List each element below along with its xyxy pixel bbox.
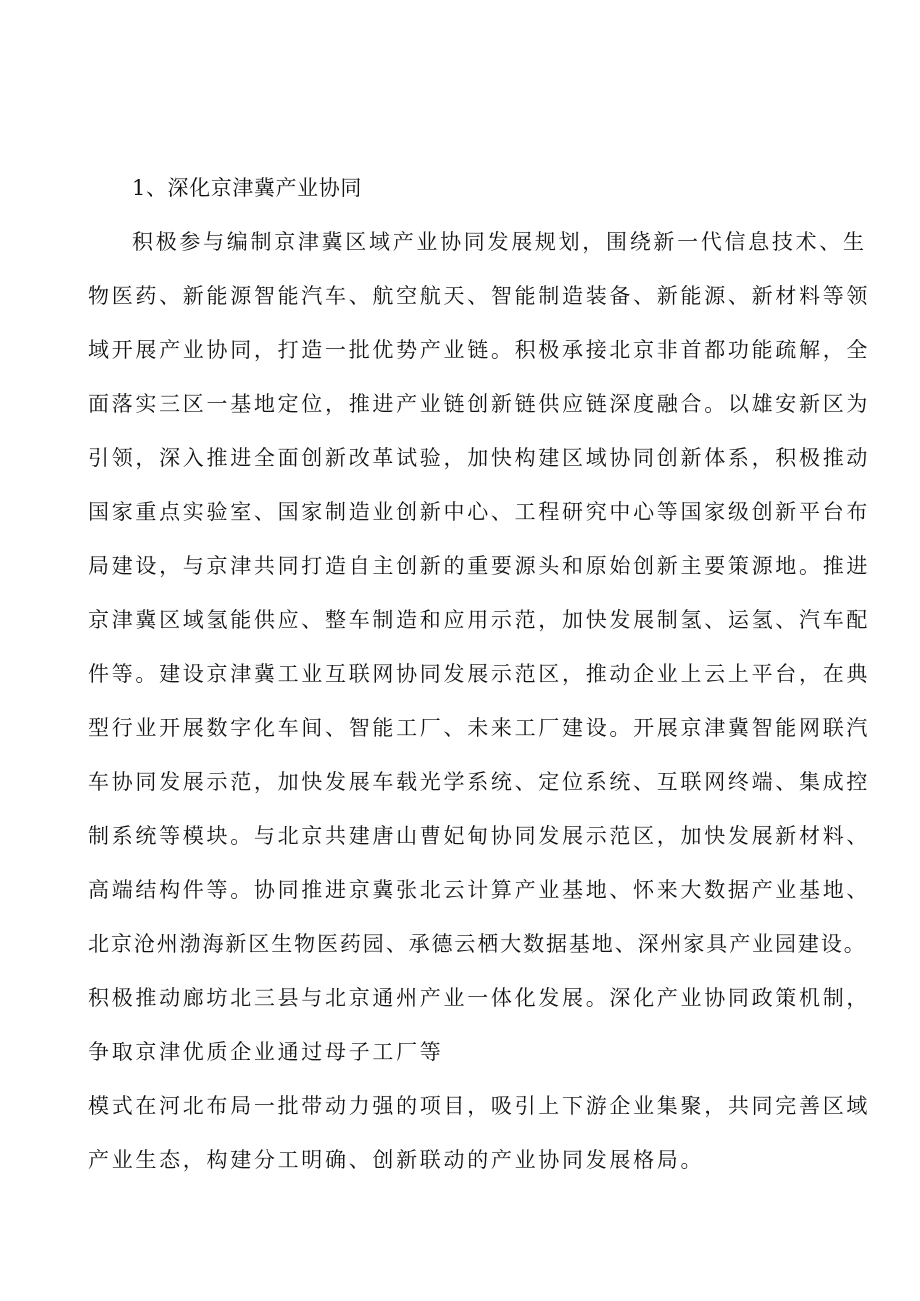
paragraph-line: 京津冀区域氢能供应、整车制造和应用示范，加快发展制氢、运氢、汽车配 <box>88 608 871 632</box>
paragraph-line: 车协同发展示范，加快发展车载光学系统、定位系统、互联网终端、集成控 <box>88 770 871 794</box>
paragraph-line: 国家重点实验室、国家制造业创新中心、工程研究中心等国家级创新平台布 <box>88 500 871 524</box>
paragraph-line: 型行业开展数字化车间、智能工厂、未来工厂建设。开展京津冀智能网联汽 <box>88 716 871 740</box>
paragraph-line: 积极推动廊坊北三县与北京通州产业一体化发展。深化产业协同政策机制， <box>88 986 871 1010</box>
paragraph-line: 局建设，与京津共同打造自主创新的重要源头和原始创新主要策源地。推进 <box>88 554 871 578</box>
paragraph-line: 制系统等模块。与北京共建唐山曹妃甸协同发展示范区，加快发展新材料、 <box>88 824 871 848</box>
continuation-line: 模式在河北布局一批带动力强的项目，吸引上下游企业集聚，共同完善区域 <box>88 1094 871 1118</box>
paragraph-line: 件等。建设京津冀工业互联网协同发展示范区，推动企业上云上平台，在典 <box>88 662 871 686</box>
paragraph-line: 积极参与编制京津冀区域产业协同发展规划，围绕新一代信息技术、生 <box>132 230 867 254</box>
paragraph-line: 高端结构件等。协同推进京冀张北云计算产业基地、怀来大数据产业基地、 <box>88 878 871 902</box>
continuation-line: 产业生态，构建分工明确、创新联动的产业协同发展格局。 <box>88 1148 705 1172</box>
section-heading: 1、深化京津冀产业协同 <box>132 176 362 200</box>
paragraph-line: 引领，深入推进全面创新改革试验，加快构建区域协同创新体系，积极推动 <box>88 446 871 470</box>
paragraph-line: 北京沧州渤海新区生物医药园、承德云栖大数据基地、深州家具产业园建设。 <box>88 932 867 956</box>
paragraph-line: 物医药、新能源智能汽车、航空航天、智能制造装备、新能源、新材料等领 <box>88 284 871 308</box>
paragraph-line: 面落实三区一基地定位，推进产业链创新链供应链深度融合。以雄安新区为 <box>88 392 871 416</box>
paragraph-line: 争取京津优质企业通过母子工厂等 <box>88 1040 444 1064</box>
paragraph-line: 域开展产业协同，打造一批优势产业链。积极承接北京非首都功能疏解，全 <box>88 338 871 362</box>
